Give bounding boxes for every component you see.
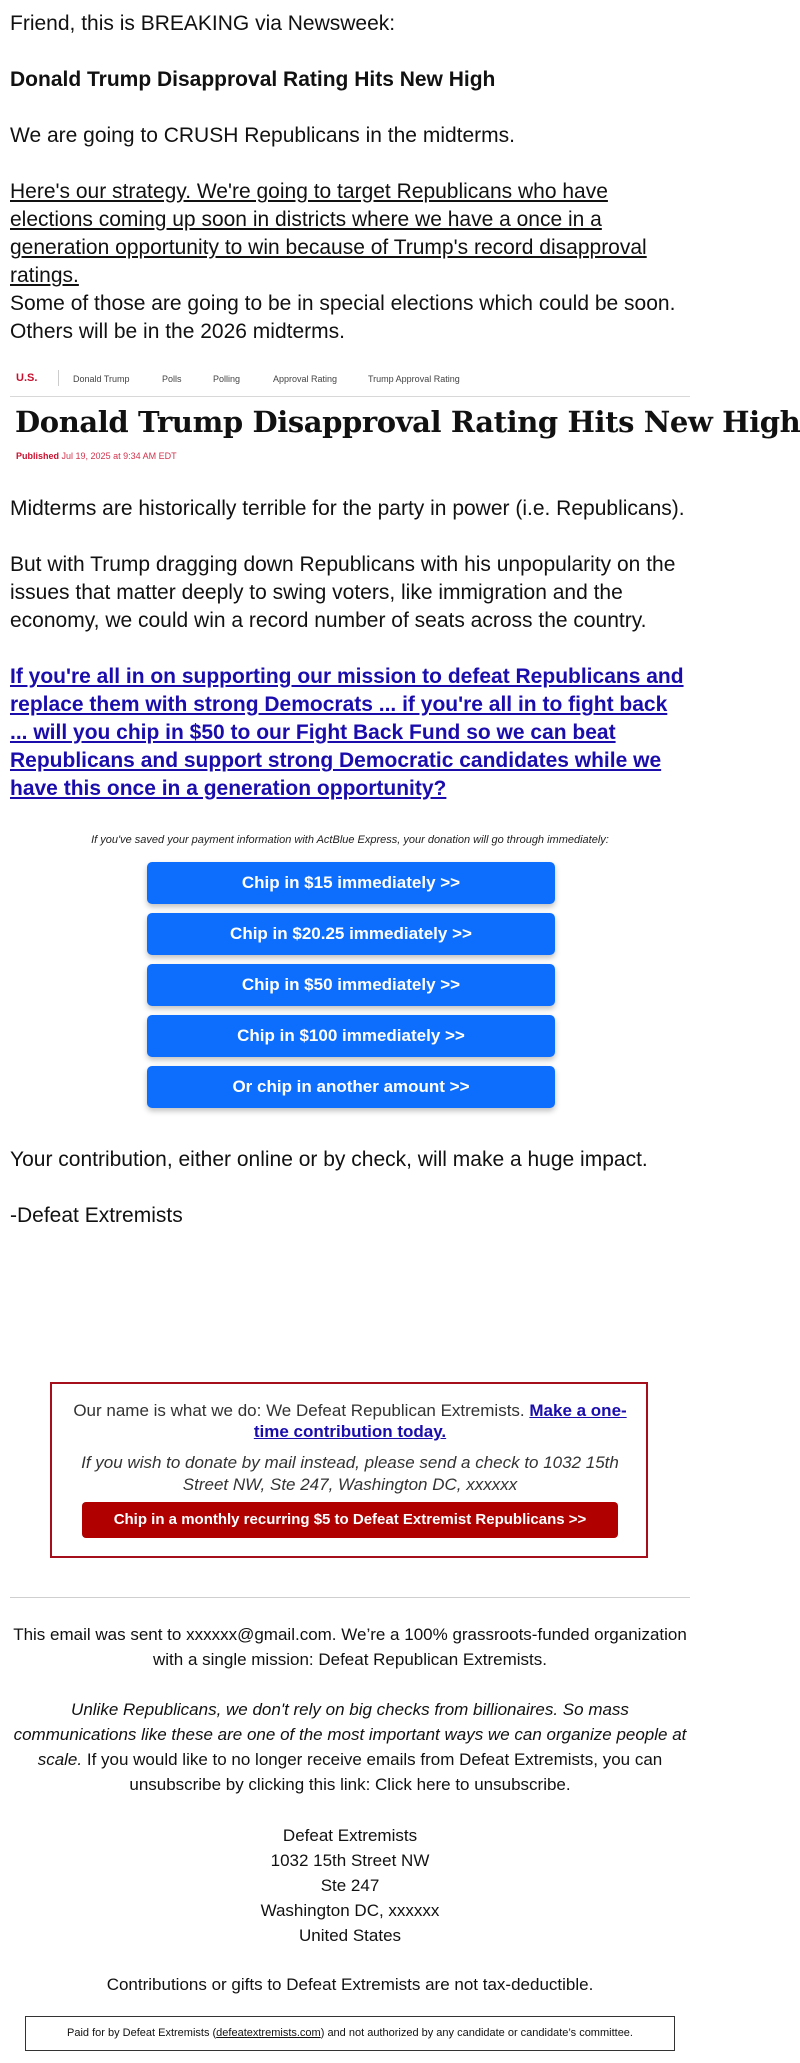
actblue-express-note: If you've saved your payment information with ActBlue Express, your donation will go through immediately: <box>91 834 609 846</box>
newsweek-headline: Donald Trump Disapproval Rating Hits New High <box>15 405 800 439</box>
intro-headline: Donald Trump Disapproval Rating Hits New High <box>10 68 496 91</box>
newsweek-section[interactable]: U.S. <box>16 372 38 384</box>
donation-info-box <box>50 1382 648 1558</box>
chip-in-50-button[interactable]: Chip in $50 immediately >> <box>147 964 555 1006</box>
chip-in-other-amount-button[interactable]: Or chip in another amount >> <box>147 1066 555 1108</box>
strategy-text: Here's our strategy. We're going to target Republicans who have elections coming up soon in districts where we have a once in a generation opportunity to win because of Trump's record disapproval ratings. <box>10 180 647 287</box>
paid-prefix: Paid for by Defeat Extremists ( <box>67 2027 217 2039</box>
tax-deductible-note: Contributions or gifts to Defeat Extremists are not tax-deductible. <box>106 1975 594 1994</box>
greeting: Friend, this is BREAKING via Newsweek: <box>10 12 396 35</box>
sent-to-text: This email was sent to xxxxxx@gmail.com. We’re a 100% grassroots-funded organization with a single mission: Defeat Republican Extremists. <box>13 1625 687 1669</box>
nav-item-polling[interactable]: Polling <box>213 374 241 384</box>
nav-item-approval-rating[interactable]: Approval Rating <box>273 374 338 384</box>
name-text: Our name is what we do: We Defeat Republican Extremists. <box>73 1401 525 1420</box>
chip-in-20-25-button[interactable]: Chip in $20.25 immediately >> <box>147 913 555 955</box>
mail-donation-text: If you wish to donate by mail instead, please send a check to 1032 15th Street NW, Ste 247, Washington DC, xxxxxx <box>81 1453 619 1494</box>
chip-in-100-button[interactable]: Chip in $100 immediately >> <box>147 1015 555 1057</box>
one-time-contribution-link[interactable]: Make a one-time contribution today. <box>253 1401 627 1441</box>
published-date: Jul 19, 2025 at 9:34 AM EDT <box>61 451 177 461</box>
footer-divider <box>10 1597 690 1598</box>
nav-item-polls[interactable]: Polls <box>162 374 182 384</box>
address-line-country: United States <box>298 1926 402 1945</box>
published-label: Published <box>16 451 60 461</box>
name-statement <box>72 1400 628 1442</box>
address-line-name: Defeat Extremists <box>282 1826 418 1845</box>
unlike-text: Unlike Republicans, we don't rely on big checks from billionaires. So mass communications like these are one of the most important ways we can organize people at scale. <box>13 1700 687 1769</box>
nav-item-trump-approval-rating[interactable]: Trump Approval Rating <box>368 374 460 384</box>
signature: -Defeat Extremists <box>10 1204 183 1227</box>
nav-divider <box>58 370 59 386</box>
paid-suffix: ) and not authorized by any candidate or candidate’s committee. <box>320 2027 633 2039</box>
chip-in-15-button[interactable]: Chip in $15 immediately >> <box>147 862 555 904</box>
crush-text: We are going to CRUSH Republicans in the midterms. <box>10 124 515 147</box>
nav-item-donald-trump[interactable]: Donald Trump <box>73 374 130 384</box>
monthly-recurring-button[interactable]: Chip in a monthly recurring $5 to Defeat Extremist Republicans >> <box>82 1502 618 1538</box>
unsubscribe-text[interactable]: If you would like to no longer receive emails from Defeat Extremists, you can unsubscribe by clicking this link: Click here to unsubscribe. <box>82 1750 663 1794</box>
address-line-street: 1032 15th Street NW <box>270 1851 430 1870</box>
dragging-text: But with Trump dragging down Republicans with his unpopularity on the issues that matter deeply to swing voters, like immigration and the economy, we could win a record number of seats across the country. <box>10 553 676 632</box>
midterms-text: Midterms are historically terrible for the party in power (i.e. Republicans). <box>10 497 685 520</box>
newsweek-nav <box>10 362 690 397</box>
address-line-suite: Ste 247 <box>320 1876 380 1895</box>
special-elections-text: Some of those are going to be in special elections which could be soon. Others will be in the 2026 midterms. <box>10 292 676 343</box>
paid-for-disclaimer <box>25 2016 675 2051</box>
unlike-republicans-text <box>10 1697 690 1797</box>
defeatextremists-link[interactable]: defeatextremists.com <box>216 2027 321 2039</box>
published-line <box>16 451 177 461</box>
impact-text: Your contribution, either online or by check, will make a huge impact. <box>10 1148 648 1171</box>
fight-back-fund-link[interactable]: If you're all in on supporting our mission to defeat Republicans and replace them with strong Democrats ... if you're all in to fight back ... will you chip in $50 to our Fight Back Fund so we can beat Republicans and support strong Democratic candidates while we have this once in a generation opportunity? <box>10 665 684 800</box>
address-line-city: Washington DC, xxxxxx <box>260 1901 440 1920</box>
